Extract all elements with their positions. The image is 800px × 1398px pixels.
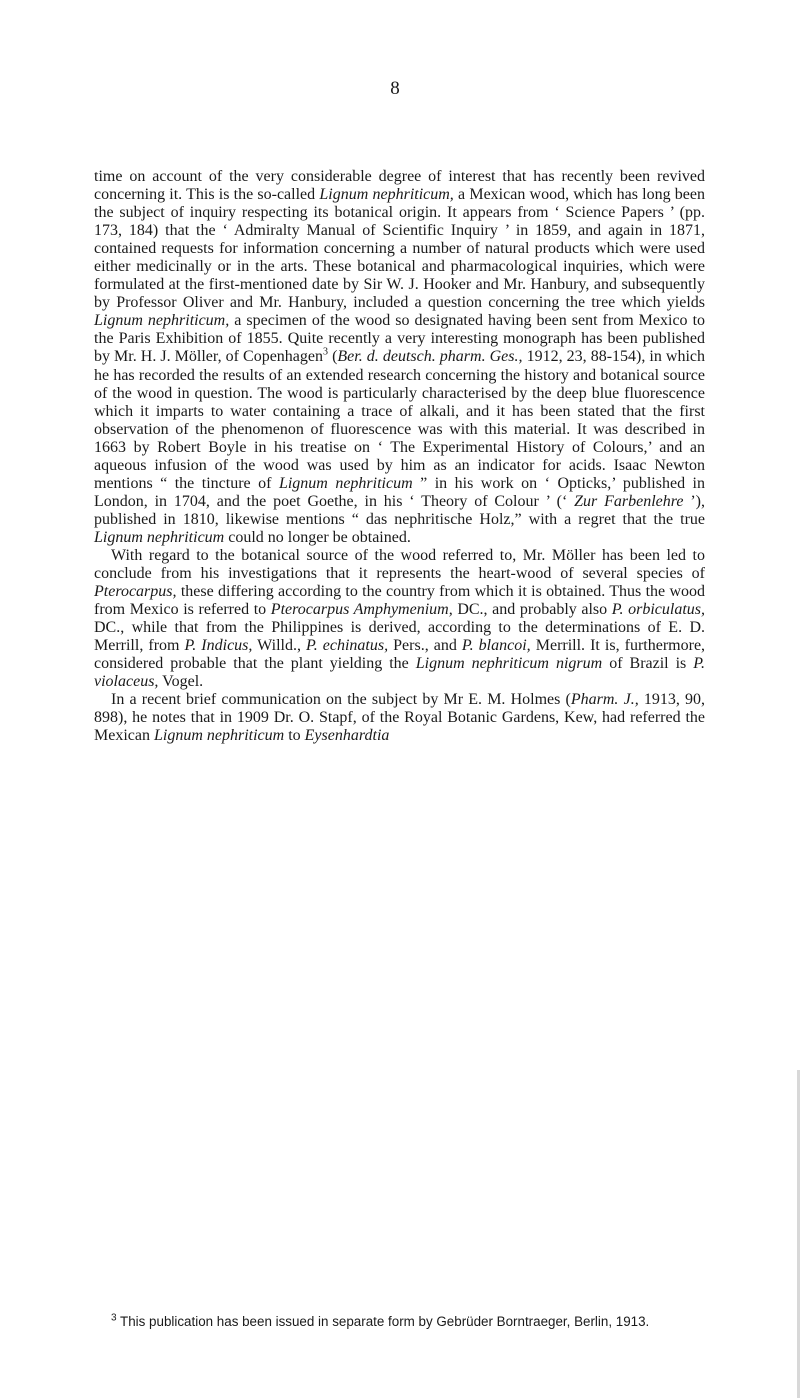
italic-species: Eysenhardtia — [304, 727, 390, 745]
text-run: 1912, 23, 88-154), in which he has recorded the results of an extended research concerning the history and botanical source of the wood in question. The wood is particularly characterised by the deep blue fluorescence which it imparts to water containing a trace of alkali, and it has been stated that the first observation of the phenomenon of fluorescence was with this material. It was described in 1663 by Robert Boyle in his treatise on ‘ The Experimental History of Colours,’ and an aqueous infusion of the wood was used by him as an indicator for acids. Isaac Newton mentions “ the tincture of — [94, 348, 706, 492]
paragraph-botanical-source — [94, 547, 705, 691]
text-run: time on account of the very considerable degree of interest that has recently been revived concerning it. This is the so-called — [94, 168, 705, 204]
italic-term: Lignum nephriticum — [94, 528, 225, 546]
text-run: In a recent brief communication on the subject by Mr E. M. Holmes ( — [111, 691, 571, 709]
italic-species: P. echinatus, — [306, 637, 389, 655]
text-run: Pers., and — [388, 637, 462, 655]
paragraph-holmes-communication — [94, 691, 705, 745]
text-run: Merrill. It is, furthermore, considered probable that the plant yielding the — [94, 637, 706, 673]
footnote-text — [94, 1314, 705, 1330]
italic-species: Pterocarpus, — [94, 583, 177, 601]
italic-citation: Pharm. J., — [570, 691, 639, 709]
text-run: could no longer be obtained. — [224, 528, 411, 546]
text-run: ’), published in 1810, likewise mentions “ das nephritische Holz,” with a regret that the true — [94, 492, 706, 528]
italic-term: Lignum nephriticum — [153, 727, 285, 745]
text-run: of Brazil is — [602, 655, 694, 673]
italic-species: P. orbiculatus, — [611, 601, 705, 619]
text-run: a Mexican wood, which has long been the subject of inquiry respecting its botanical origin. It appears from ‘ Science Papers ’ (pp. 173, 184) that the ‘ Admiralty Manual of Scientific Inquiry ’ in 1859, and again in 1871, contained requests for information concerning a number of natural products which were used either medicinally or in the arts. These botanical and pharmacological inquiries, which were formulated at the first-mentioned date by Sir W. J. Hooker and Mr. Hanbury, and subsequently by Professor Oliver and Mr. Hanbury, included a question concerning the tree which yields — [94, 186, 706, 312]
text-run: to — [284, 727, 305, 745]
italic-term: Lignum nephriticum — [278, 474, 413, 492]
text-run: a specimen of the wood so designated having been sent from Mexico to the Paris Exhibition of 1855. Quite recently a very interesting monograph has been published by Mr. H. J. Möller, of Copenhagen — [94, 312, 706, 366]
italic-species: P. blancoi, — [461, 637, 531, 655]
italic-species: Pterocarpus Amphymenium, — [270, 601, 453, 619]
text-run: ” in his work on ‘ Opticks,’ published in London, in 1704, and the poet Goethe, in his ‘ Theory of Colour ’ (‘ — [94, 474, 705, 510]
text-run: Vogel. — [158, 673, 204, 691]
italic-species: P. violaceus, — [94, 655, 705, 691]
footnote-reference: 3 — [323, 347, 329, 359]
footnote — [94, 1314, 705, 1330]
italic-species: P. Indicus, — [184, 637, 253, 655]
text-run: these differing according to the country from which it is obtained. Thus the wood from Mexico is referred to — [94, 583, 705, 619]
text-run: DC., while that from the Philippines is derived, according to the determinations of E. D. Merrill, from — [94, 619, 705, 655]
text-run: DC., and probably also — [452, 601, 612, 619]
text-run: 1913, 90, 898), he notes that in 1909 Dr. O. Stapf, of the Royal Botanic Gardens, Kew, had referred the Mexican — [94, 691, 706, 745]
paragraph-lignum-intro — [94, 168, 705, 547]
italic-term: Lignum nephriticum, — [94, 312, 230, 330]
text-run: ( — [328, 348, 338, 366]
italic-term: Lignum nephriticum nigrum — [415, 655, 603, 673]
footnote-body: This publication has been issued in separate form by Gebrüder Borntraeger, Berlin, 1913. — [116, 1314, 650, 1329]
italic-citation: Ber. d. deutsch. pharm. Ges., — [337, 348, 523, 366]
text-run: With regard to the botanical source of the wood referred to, Mr. Möller has been led to conclude from his investigations that it represents the heart-wood of several species of — [94, 546, 705, 583]
page-number: 8 — [390, 78, 400, 99]
text-run: Willd., — [252, 637, 307, 655]
main-text — [94, 168, 705, 746]
footnote-marker: 3 — [111, 1312, 117, 1324]
italic-term: Lignum nephriticum, — [319, 186, 454, 204]
italic-title: Zur Farbenlehre — [574, 492, 684, 510]
